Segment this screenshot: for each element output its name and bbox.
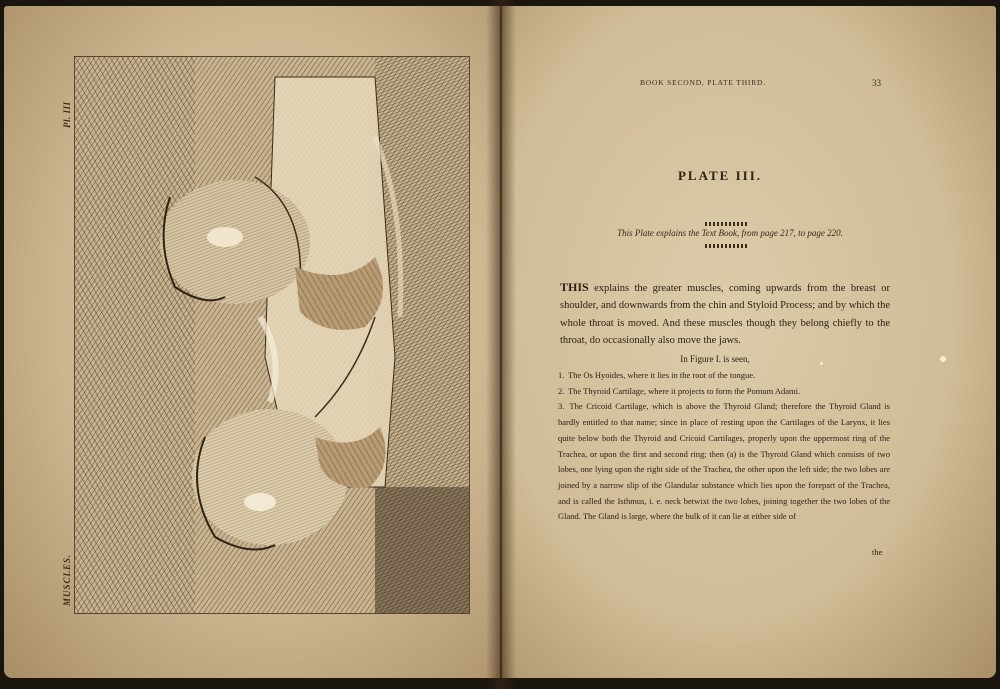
item-text: The Thyroid Cartilage, where it projects to form the Pomum Adami. [567, 385, 801, 396]
figure-items-list [558, 368, 890, 525]
plate-side-label: Pl. III [62, 101, 72, 128]
item-number: 1. [558, 370, 565, 380]
intro-text: explains the greater muscles, coming upwards from the breast or shoulder, and downwards from the chin and Styloid Process; and by which the whole throat is moved. And these muscles though they belong chiefly to the throat, do occasionally also move the jaws. [560, 282, 891, 346]
paper-speck [940, 356, 946, 362]
list-item [558, 399, 890, 525]
section-side-label: MUSCLES. [62, 553, 72, 606]
item-number: 3. [558, 401, 565, 412]
list-item [558, 384, 890, 400]
bottom-ornament [705, 244, 747, 248]
item-number: 2. [558, 385, 565, 396]
top-ornament [705, 222, 747, 226]
figure-heading: In Figure I. is seen, [680, 354, 750, 364]
intro-lead: THIS [560, 279, 589, 294]
right-page [500, 6, 996, 678]
book-gutter [486, 0, 516, 689]
running-head: BOOK SECOND, PLATE THIRD. [640, 78, 766, 87]
list-item [558, 368, 890, 384]
item-text: The Os Hyoides, where it lies in the root of the tongue. [567, 370, 756, 380]
plate-title: PLATE III. [677, 168, 763, 183]
item-text: The Cricoid Cartilage, which is above the Thyroid Gland; therefore the Thyroid Gland is hardly entitled to that name; since in place of resting upon the Cartilages of the Larynx, it lies quite below both the Thyroid and Cricoid Cartilages, properly upon the uppermost ring of the Trachea, or upon the first and second ring; then (a) is the Thyroid Gland which consists of two lobes, one lying upon the right side of the Trachea, the other upon the left side; the two lobes are joined by a narrow slip of the Glandular substance which lies upon the forepart of the Trachea, and is called the Isthmus, i. e. neck betwixt the two lobes, joining together the two lobes of the Gland. The Gland is large, where the bulk of it can lie at either side of [558, 401, 890, 522]
anatomical-engraving [74, 56, 470, 614]
left-page [4, 6, 500, 678]
reference-note: This Plate explains the Text Book, from page 217, to page 220. [617, 228, 843, 238]
intro-paragraph [560, 279, 890, 350]
page-number: 33 [872, 78, 881, 88]
engraving-illustration [75, 57, 469, 613]
catchword: the [872, 547, 883, 557]
paper-speck [820, 362, 823, 365]
